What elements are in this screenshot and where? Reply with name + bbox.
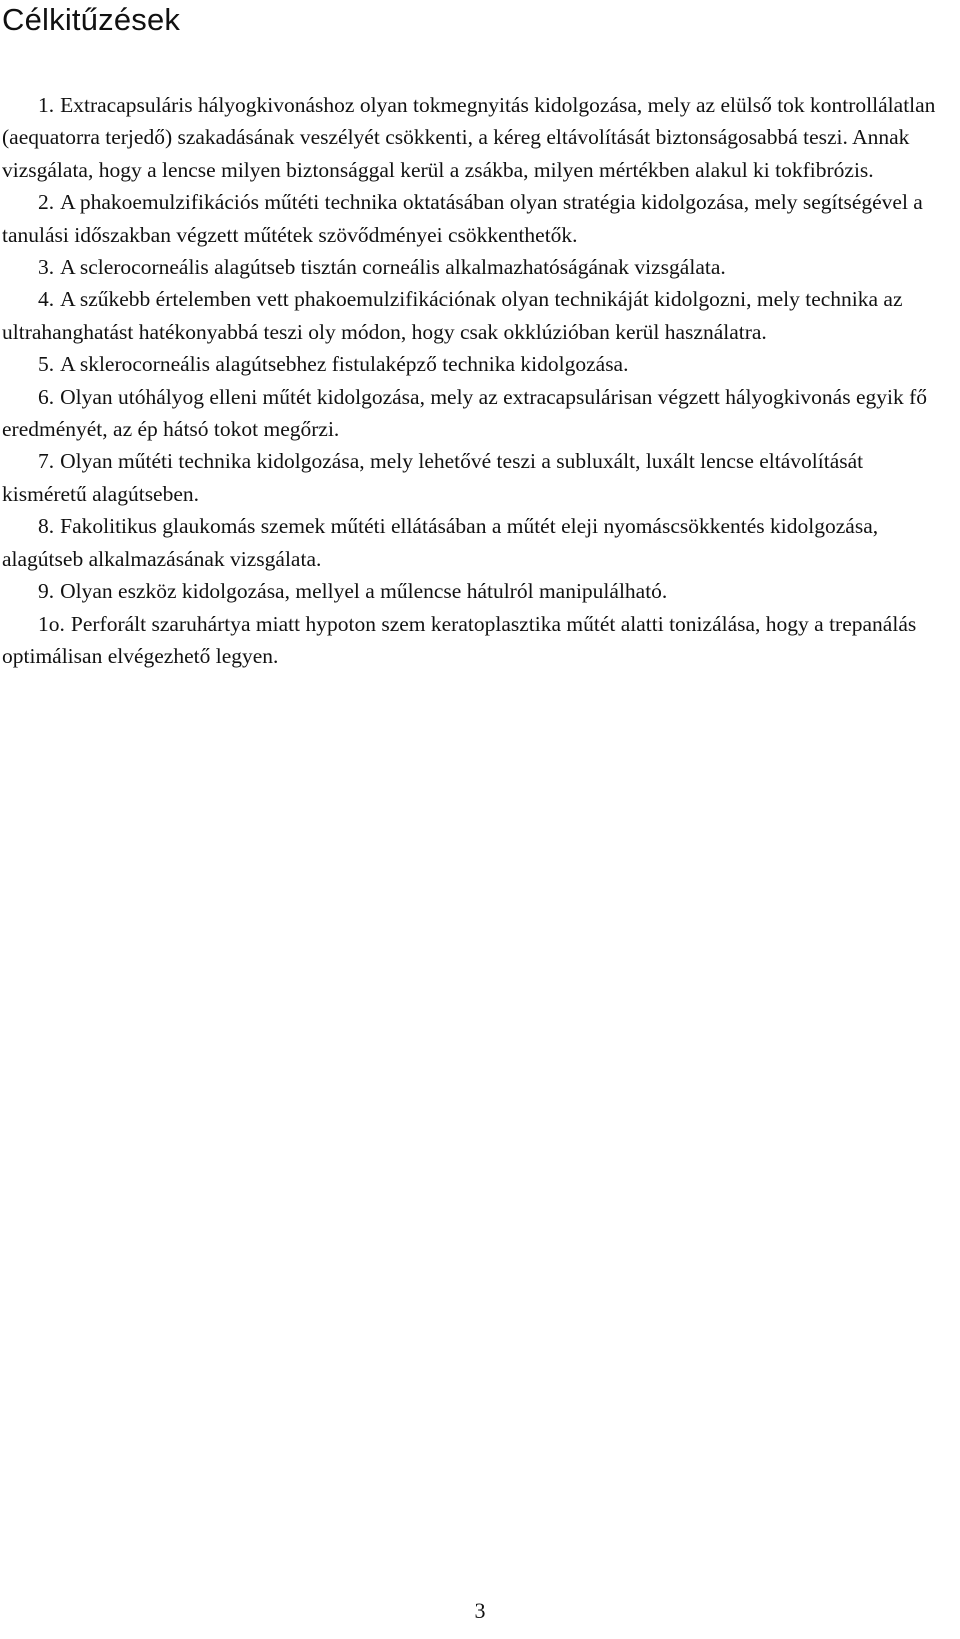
goal-number: 1o.	[38, 611, 65, 636]
goal-number: 1.	[38, 93, 55, 117]
goal-item-2	[2, 186, 942, 251]
goal-text: Olyan műtéti technika kidolgozása, mely lehetővé teszi a subluxált, luxált lencse eltávolítását kisméretű alagútseben.	[2, 449, 864, 506]
goal-text: Extracapsuláris hályogkivonáshoz olyan tokmegnyitás kidolgozása, mely az elülső tok kontrollálatlan (aequatorra terjedő) szakadásának veszélyét csökkenti, a kéreg eltávolítását biztonságosabbá teszi. Annak vizsgálata, hogy a lencse milyen biztonsággal kerül a zsákba, milyen mértékben alakul ki tokfibrózis.	[2, 93, 936, 182]
goal-text: Olyan utóhályog elleni műtét kidolgozása, mely az extracapsulárisan végzett hályogkivonás egyik fő eredményét, az ép hátsó tokot megőrzi.	[2, 384, 928, 442]
goal-item-5	[2, 348, 942, 380]
page-title: Célkitűzések	[2, 2, 181, 37]
page-number: 3	[474, 1598, 486, 1623]
goal-text: Fakolitikus glaukomás szemek műtéti ellátásában a műtét eleji nyomáscsökkentés kidolgozása, alagútseb alkalmazásának vizsgálata.	[2, 514, 879, 571]
goal-item-6	[2, 381, 942, 446]
goal-number: 9.	[38, 579, 55, 604]
goal-text: A sclerocorneális alagútseb tisztán corneális alkalmazhatóságának vizsgálata.	[60, 255, 726, 280]
goal-number: 2.	[38, 190, 55, 215]
goal-text: A szűkebb értelemben vett phakoemulzifikációnak olyan technikáját kidolgozni, mely technika az ultrahanghatást hatékonyabbá teszi oly módon, hogy csak okklúzióban kerül használatra.	[2, 287, 903, 344]
goal-item-7	[2, 445, 942, 510]
goal-item-1	[2, 89, 942, 186]
goal-text: Perforált szaruhártya miatt hypoton szem keratoplasztika műtét alatti tonizálása, hogy a trepanálás optimálisan elvégezhető legyen.	[2, 611, 917, 668]
goal-text: Olyan eszköz kidolgozása, mellyel a műlencse hátulról manipulálható.	[60, 579, 668, 604]
goal-number: 8.	[38, 514, 55, 539]
goal-item-3	[2, 251, 942, 283]
goal-text: A phakoemulzifikációs műtéti technika oktatásában olyan stratégia kidolgozása, mely segítségével a tanulási időszakban végzett műtétek szövődményei csökkenthetők.	[2, 190, 923, 247]
goal-number: 7.	[38, 449, 55, 474]
goal-number: 6.	[38, 384, 55, 409]
goal-number: 4.	[38, 287, 55, 312]
goals-list	[2, 89, 942, 672]
goal-number: 5.	[38, 352, 55, 377]
goal-item-4	[2, 283, 942, 348]
goal-item-10	[2, 608, 942, 673]
goal-text: A sklerocorneális alagútsebhez fistulaképző technika kidolgozása.	[60, 352, 629, 377]
goal-number: 3.	[38, 255, 55, 280]
goal-item-9	[2, 575, 942, 607]
goal-item-8	[2, 510, 942, 575]
